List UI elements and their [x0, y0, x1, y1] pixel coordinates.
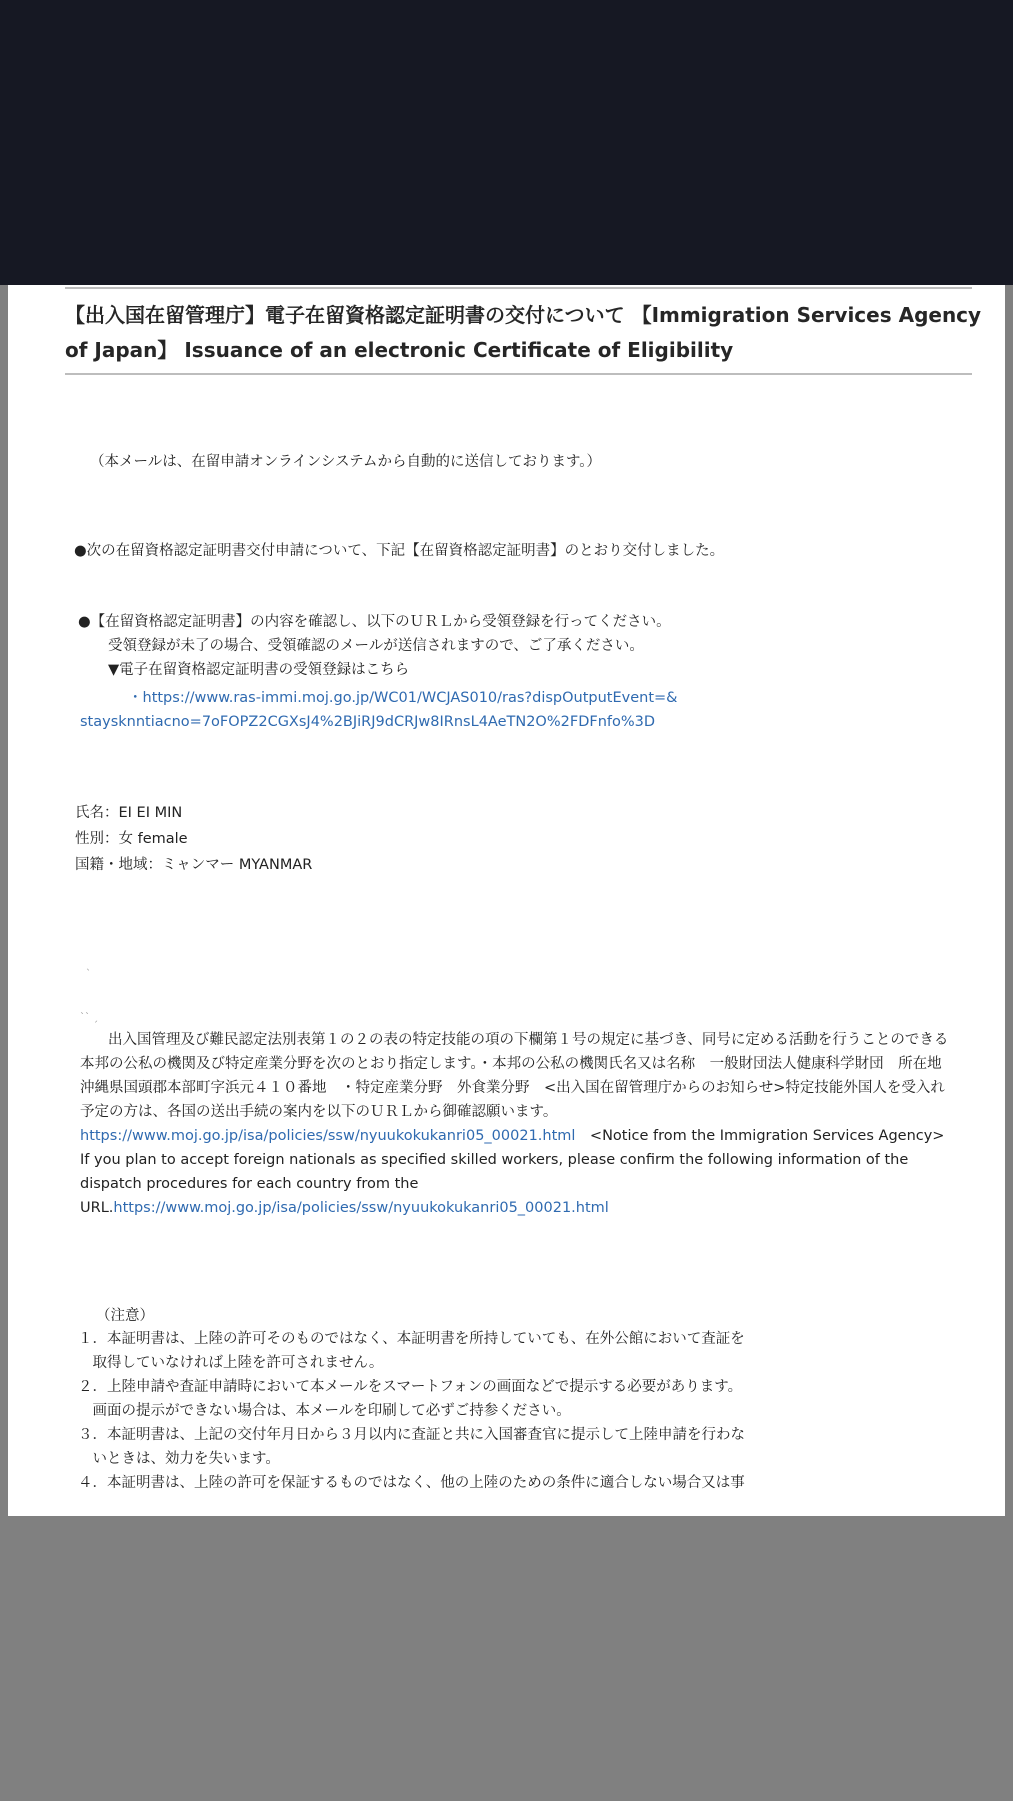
designation-text: 出入国管理及び難民認定法別表第１の２の表の特定技能の項の下欄第１号の規定に基づき、同号に定める活動を行うことのできる本邦の公私の機関及び特定産業分野を次のとおり指定します。・本邦の公私の機関氏名又は名称 一般財団法人健康科学財団 所在地 沖縄県国頭郡本部町字浜元４１０番地 ・特定産業分野 外食業分野 <出入国在留管理庁からのお知らせ>特定技能外国人を受入れ予定の方は、各国の送出手続の案内を以下のＵＲＬから御確認願います。	[80, 1032, 957, 1120]
subject-divider	[65, 373, 972, 375]
note-line: 画面の提示ができない場合は、本メールを印刷して必ずご持参ください。	[78, 1403, 571, 1419]
policy-link-english[interactable]: https://www.moj.go.jp/isa/policies/ssw/nyuukokukanri05_00021.html	[113, 1200, 609, 1216]
note-line: ３．本証明書は、上記の交付年月日から３月以内に査証と共に入国審査官に提示して上陸申請を行わな	[78, 1427, 745, 1443]
applicant-sex: 性別：女 female	[75, 831, 188, 847]
receipt-registration-heading: ▼電子在留資格認定証明書の受領登録はこちら	[108, 662, 410, 678]
note-line: いときは、効力を失います。	[78, 1451, 280, 1467]
applicant-nationality: 国籍・地域：ミャンマー MYANMAR	[75, 857, 313, 873]
scan-speck: ˋˋ ˏ	[80, 1012, 99, 1023]
designation-english-text: <Notice from the Immigration Services Agency> If you plan to accept foreign nationals as specified skilled workers, please confirm the following information of the dispatch procedures for each country from the URL.	[80, 1128, 945, 1216]
top-divider	[65, 287, 972, 289]
registration-link-continued[interactable]: staysknntiacno=7oFOPZ2CGXsJ4%2BJiRJ9dCRJw8IRnsL4AeTN2O%2FDFnfo%3D	[80, 714, 656, 730]
top-dark-band	[0, 0, 1013, 285]
email-subject: 【出入国在留管理庁】電子在留資格認定証明書の交付について 【Immigration Services Agency of Japan】 Issuance of an electronic Certificate of Eligibility	[65, 303, 982, 362]
note-line: １．本証明書は、上陸の許可そのものではなく、本証明書を所持していても、在外公館において査証を	[78, 1331, 745, 1347]
confirm-instruction: ●【在留資格認定証明書】の内容を確認し、以下のＵＲＬから受領登録を行ってください。	[78, 614, 671, 630]
note-line: ２．上陸申請や査証申請時において本メールをスマートフォンの画面などで提示する必要があります。	[78, 1379, 743, 1395]
confirm-note: 受領登録が未了の場合、受領確認のメールが送信されますので、ご了承ください。	[108, 638, 644, 654]
designation-paragraph	[80, 1028, 957, 1220]
email-document	[8, 285, 1005, 1516]
note-line: ４．本証明書は、上陸の許可を保証するものではなく、他の上陸のための条件に適合しない場合又は事	[78, 1475, 745, 1491]
scan-speck: ˎ	[86, 960, 91, 971]
issued-notice: ●次の在留資格認定証明書交付申請について、下記【在留資格認定証明書】のとおり交付しました。	[74, 543, 725, 559]
auto-send-notice: （本メールは、在留申請オンラインシステムから自動的に送信しております。）	[90, 454, 602, 470]
policy-link[interactable]: https://www.moj.go.jp/isa/policies/ssw/nyuukokukanri05_00021.html	[80, 1128, 576, 1144]
registration-link[interactable]: ・https://www.ras-immi.moj.go.jp/WC01/WCJAS010/ras?dispOutputEvent=&	[128, 690, 678, 706]
note-line: 取得していなければ上陸を許可されません。	[78, 1355, 384, 1371]
applicant-name: 氏名：EI EI MIN	[75, 805, 183, 821]
notes-heading: （注意）	[96, 1308, 154, 1324]
